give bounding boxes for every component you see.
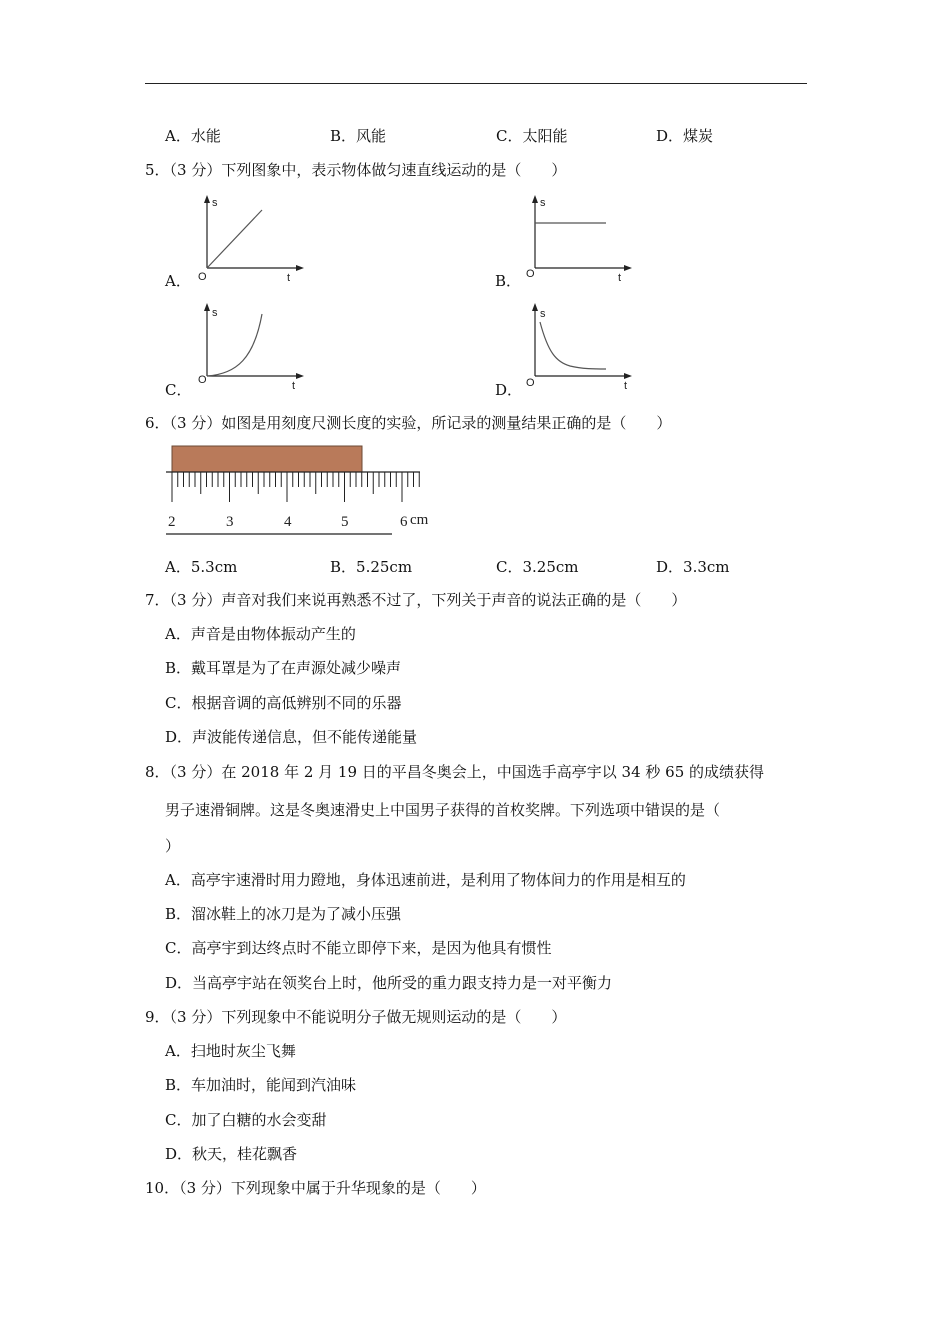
q5-stem: 5．（3 分）下列图象中，表示物体做匀速直线运动的是（ ） [145, 161, 567, 179]
q9-option-c: C．加了白糖的水会变甜 [165, 1111, 327, 1129]
q4-option-c: C．太阳能 [496, 127, 568, 145]
ruler-number-2: 2 [168, 514, 176, 530]
graph-a-s-label: s [212, 197, 218, 209]
q7-option-a: A．声音是由物体振动产生的 [165, 625, 356, 643]
graph-b-origin: O [526, 268, 535, 280]
graph-c-origin: O [198, 374, 207, 386]
q7-option-b: B．戴耳罩是为了在声源处减少噪声 [165, 659, 402, 677]
graph-d-s-label: s [540, 308, 546, 320]
q8-option-b: B．溜冰鞋上的冰刀是为了减小压强 [165, 905, 402, 923]
q9-option-b: B．车加油时，能闻到汽油味 [165, 1076, 357, 1094]
q8-option-c: C．高亭宇到达终点时不能立即停下来，是因为他具有惯性 [165, 939, 552, 957]
graph-a-t-label: t [287, 272, 291, 284]
q4-option-d: D．煤炭 [656, 127, 714, 145]
q4-option-a: A．水能 [165, 127, 221, 145]
graph-b-t-label: t [618, 272, 622, 284]
q6-option-d: D．3.3cm [656, 558, 730, 576]
graph-c-t-label: t [292, 380, 296, 392]
q4-option-b: B．风能 [330, 127, 387, 145]
graph-d [520, 300, 640, 396]
q9-option-d: D．秋天，桂花飘香 [165, 1145, 298, 1163]
graph-d-t-label: t [624, 380, 628, 392]
q6-option-b: B．5.25cm [330, 558, 413, 576]
header-rule [145, 83, 807, 84]
q6-option-c: C．3.25cm [496, 558, 579, 576]
q7-option-d: D．声波能传递信息，但不能传递能量 [165, 728, 418, 746]
q6-option-a: A．5.3cm [165, 558, 238, 576]
ruler-number-3: 3 [226, 514, 234, 530]
q8-stem-line3: ） [165, 837, 181, 855]
q8-option-a: A．高亭宇速滑时用力蹬地，身体迅速前进，是利用了物体间力的作用是相互的 [165, 871, 686, 889]
graph-b-s-label: s [540, 197, 546, 209]
q6-stem: 6．（3 分）如图是用刻度尺测长度的实验，所记录的测量结果正确的是（ ） [145, 414, 672, 432]
q5-label-d: D． [495, 381, 523, 399]
q9-option-a: A．扫地时灰尘飞舞 [165, 1042, 296, 1060]
ruler-unit: cm [410, 512, 429, 528]
graph-d-origin: O [526, 377, 535, 389]
q5-label-b: B． [495, 272, 522, 290]
graph-c [192, 300, 312, 396]
graph-a-origin: O [198, 271, 207, 283]
graph-c-curve [207, 314, 262, 376]
q5-label-c: C． [165, 381, 192, 399]
ruler-number-6: 6 [400, 514, 408, 530]
q9-stem: 9．（3 分）下列现象中不能说明分子做无规则运动的是（ ） [145, 1008, 567, 1026]
graph-a-curve [207, 210, 262, 268]
q10-stem: 10．（3 分）下列现象中属于升华现象的是（ ） [145, 1179, 486, 1197]
graph-c-s-label: s [212, 307, 218, 319]
graph-b [520, 192, 640, 288]
ruler-ticks [172, 472, 419, 502]
q7-stem: 7．（3 分）声音对我们来说再熟悉不过了，下列关于声音的说法正确的是（ ） [145, 591, 687, 609]
q8-stem-line2: 男子速滑铜牌。这是冬奥速滑史上中国男子获得的首枚奖牌。下列选项中错误的是（ [165, 801, 721, 819]
graph-a [192, 192, 312, 288]
q5-label-a: A． [165, 272, 191, 290]
q8-option-d: D．当高亭宇站在领奖台上时，他所受的重力跟支持力是一对平衡力 [165, 974, 613, 992]
measured-object [172, 446, 362, 472]
graph-d-curve [540, 322, 606, 369]
ruler-number-5: 5 [341, 514, 349, 530]
ruler-number-4: 4 [284, 514, 292, 530]
q7-option-c: C．根据音调的高低辨别不同的乐器 [165, 694, 402, 712]
ruler-figure [160, 440, 440, 540]
q8-stem-line1: 8．（3 分）在 2018 年 2 月 19 日的平昌冬奥会上，中国选手高亭宇以 34 秒 65 的成绩获得 [145, 763, 765, 781]
